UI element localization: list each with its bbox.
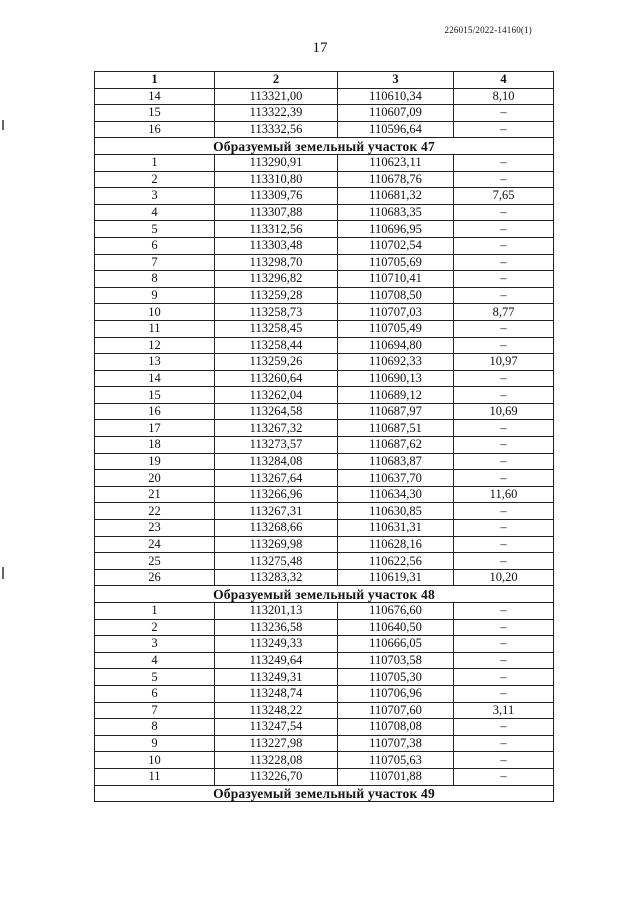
coord-x: 113259,26	[215, 354, 338, 371]
coord-y: 110640,50	[338, 619, 454, 636]
coord-x: 113290,91	[215, 154, 338, 171]
coord-y: 110631,31	[338, 520, 454, 537]
table-row	[95, 636, 554, 653]
segment-length: 8,10	[454, 88, 554, 105]
coord-y: 110701,88	[338, 768, 454, 785]
table-row	[95, 403, 554, 420]
segment-length: –	[454, 387, 554, 404]
point-number: 1	[95, 154, 215, 171]
coord-x: 113273,57	[215, 437, 338, 454]
segment-length: –	[454, 171, 554, 188]
table-row	[95, 188, 554, 205]
table-header-row	[95, 72, 554, 89]
table-row	[95, 204, 554, 221]
segment-length: –	[454, 735, 554, 752]
segment-length: –	[454, 768, 554, 785]
segment-length: –	[454, 254, 554, 271]
coord-y: 110607,09	[338, 105, 454, 122]
coord-y: 110687,97	[338, 403, 454, 420]
point-number: 10	[95, 304, 215, 321]
table-row	[95, 470, 554, 487]
point-number: 18	[95, 437, 215, 454]
coord-x: 113249,33	[215, 636, 338, 653]
table-row	[95, 503, 554, 520]
point-number: 23	[95, 520, 215, 537]
point-number: 6	[95, 237, 215, 254]
segment-length: –	[454, 553, 554, 570]
segment-length: –	[454, 154, 554, 171]
coord-y: 110707,60	[338, 702, 454, 719]
segment-length: –	[454, 271, 554, 288]
point-number: 26	[95, 569, 215, 586]
point-number: 15	[95, 387, 215, 404]
coord-x: 113262,04	[215, 387, 338, 404]
coord-y: 110705,49	[338, 320, 454, 337]
table-row	[95, 420, 554, 437]
point-number: 11	[95, 768, 215, 785]
coord-y: 110630,85	[338, 503, 454, 520]
point-number: 16	[95, 403, 215, 420]
segment-length: –	[454, 453, 554, 470]
table-row	[95, 88, 554, 105]
coord-x: 113227,98	[215, 735, 338, 752]
coord-y: 110705,69	[338, 254, 454, 271]
coord-y: 110628,16	[338, 536, 454, 553]
section-title: Образуемый земельный участок 48	[95, 586, 554, 603]
coord-x: 113266,96	[215, 486, 338, 503]
point-number: 16	[95, 121, 215, 138]
table-row	[95, 237, 554, 254]
point-number: 7	[95, 702, 215, 719]
column-header: 4	[454, 72, 554, 89]
coord-y: 110705,63	[338, 752, 454, 769]
coord-y: 110619,31	[338, 569, 454, 586]
coord-y: 110708,50	[338, 287, 454, 304]
table-row	[95, 702, 554, 719]
table-row	[95, 669, 554, 686]
coord-x: 113268,66	[215, 520, 338, 537]
segment-length: 10,20	[454, 569, 554, 586]
coord-y: 110687,62	[338, 437, 454, 454]
segment-length: –	[454, 752, 554, 769]
coord-x: 113260,64	[215, 370, 338, 387]
coord-y: 110689,12	[338, 387, 454, 404]
coord-x: 113248,22	[215, 702, 338, 719]
table-row	[95, 171, 554, 188]
coord-x: 113201,13	[215, 603, 338, 620]
coord-y: 110610,34	[338, 88, 454, 105]
segment-length: –	[454, 437, 554, 454]
table-row	[95, 221, 554, 238]
coord-x: 113249,64	[215, 652, 338, 669]
point-number: 5	[95, 221, 215, 238]
coord-y: 110690,13	[338, 370, 454, 387]
table-row	[95, 304, 554, 321]
point-number: 4	[95, 652, 215, 669]
table-row	[95, 569, 554, 586]
segment-length: –	[454, 121, 554, 138]
section-title: Образуемый земельный участок 47	[95, 138, 554, 155]
table-row	[95, 619, 554, 636]
point-number: 22	[95, 503, 215, 520]
section-title-row	[95, 785, 554, 802]
coord-x: 113312,56	[215, 221, 338, 238]
point-number: 11	[95, 320, 215, 337]
coord-y: 110666,05	[338, 636, 454, 653]
coord-x: 113267,32	[215, 420, 338, 437]
coord-y: 110696,95	[338, 221, 454, 238]
point-number: 17	[95, 420, 215, 437]
coord-y: 110634,30	[338, 486, 454, 503]
segment-length: –	[454, 669, 554, 686]
coord-x: 113258,73	[215, 304, 338, 321]
scan-margin-mark	[2, 120, 4, 130]
coord-x: 113258,44	[215, 337, 338, 354]
segment-length: –	[454, 719, 554, 736]
column-header: 1	[95, 72, 215, 89]
segment-length: –	[454, 337, 554, 354]
segment-length: 7,65	[454, 188, 554, 205]
coord-x: 113307,88	[215, 204, 338, 221]
coord-x: 113247,54	[215, 719, 338, 736]
coord-x: 113310,80	[215, 171, 338, 188]
coord-y: 110710,41	[338, 271, 454, 288]
table-row	[95, 768, 554, 785]
segment-length: –	[454, 652, 554, 669]
coord-x: 113332,56	[215, 121, 338, 138]
segment-length: –	[454, 320, 554, 337]
coord-x: 113226,70	[215, 768, 338, 785]
coord-x: 113269,98	[215, 536, 338, 553]
coord-x: 113267,64	[215, 470, 338, 487]
segment-length: –	[454, 420, 554, 437]
table-row	[95, 320, 554, 337]
coord-y: 110683,35	[338, 204, 454, 221]
point-number: 5	[95, 669, 215, 686]
point-number: 1	[95, 603, 215, 620]
page-number: 17	[312, 40, 328, 56]
coord-y: 110707,03	[338, 304, 454, 321]
coord-y: 110702,54	[338, 237, 454, 254]
segment-length: 8,77	[454, 304, 554, 321]
coord-x: 113309,76	[215, 188, 338, 205]
coord-x: 113248,74	[215, 685, 338, 702]
coord-x: 113275,48	[215, 553, 338, 570]
point-number: 12	[95, 337, 215, 354]
table-row	[95, 520, 554, 537]
table-row	[95, 105, 554, 122]
point-number: 2	[95, 171, 215, 188]
table-row	[95, 536, 554, 553]
segment-length: –	[454, 105, 554, 122]
coord-y: 110707,38	[338, 735, 454, 752]
table-row	[95, 603, 554, 620]
coord-y: 110622,56	[338, 553, 454, 570]
point-number: 13	[95, 354, 215, 371]
segment-length: –	[454, 685, 554, 702]
segment-length: –	[454, 237, 554, 254]
segment-length: –	[454, 636, 554, 653]
table-row	[95, 685, 554, 702]
section-title: Образуемый земельный участок 49	[95, 785, 554, 802]
coord-y: 110692,33	[338, 354, 454, 371]
coord-y: 110623,11	[338, 154, 454, 171]
coordinates-table	[94, 71, 554, 802]
table-row	[95, 370, 554, 387]
section-title-row	[95, 586, 554, 603]
coord-x: 113264,58	[215, 403, 338, 420]
table-row	[95, 719, 554, 736]
coord-x: 113322,39	[215, 105, 338, 122]
segment-length: –	[454, 536, 554, 553]
column-header: 3	[338, 72, 454, 89]
column-header: 2	[215, 72, 338, 89]
coord-x: 113228,08	[215, 752, 338, 769]
coord-y: 110708,08	[338, 719, 454, 736]
point-number: 14	[95, 88, 215, 105]
point-number: 3	[95, 188, 215, 205]
coord-x: 113321,00	[215, 88, 338, 105]
table-row	[95, 437, 554, 454]
coord-y: 110676,60	[338, 603, 454, 620]
point-number: 25	[95, 553, 215, 570]
table-row	[95, 121, 554, 138]
segment-length: –	[454, 520, 554, 537]
point-number: 2	[95, 619, 215, 636]
point-number: 3	[95, 636, 215, 653]
segment-length: –	[454, 204, 554, 221]
coord-x: 113249,31	[215, 669, 338, 686]
point-number: 7	[95, 254, 215, 271]
point-number: 20	[95, 470, 215, 487]
point-number: 14	[95, 370, 215, 387]
point-number: 9	[95, 735, 215, 752]
point-number: 24	[95, 536, 215, 553]
coord-y: 110703,58	[338, 652, 454, 669]
table-row	[95, 387, 554, 404]
table-row	[95, 287, 554, 304]
segment-length: 10,69	[454, 403, 554, 420]
point-number: 10	[95, 752, 215, 769]
point-number: 4	[95, 204, 215, 221]
table-row	[95, 735, 554, 752]
table-row	[95, 752, 554, 769]
table-row	[95, 652, 554, 669]
coord-y: 110706,96	[338, 685, 454, 702]
point-number: 8	[95, 271, 215, 288]
coord-x: 113267,31	[215, 503, 338, 520]
table-row	[95, 254, 554, 271]
coord-y: 110637,70	[338, 470, 454, 487]
table-row	[95, 486, 554, 503]
table-row	[95, 553, 554, 570]
coord-x: 113259,28	[215, 287, 338, 304]
coord-x: 113283,32	[215, 569, 338, 586]
point-number: 9	[95, 287, 215, 304]
segment-length: –	[454, 287, 554, 304]
point-number: 19	[95, 453, 215, 470]
point-number: 21	[95, 486, 215, 503]
section-title-row	[95, 138, 554, 155]
table-row	[95, 453, 554, 470]
coord-y: 110694,80	[338, 337, 454, 354]
table-row	[95, 154, 554, 171]
segment-length: –	[454, 619, 554, 636]
document-id: 226015/2022-14160(1)	[444, 25, 532, 35]
segment-length: –	[454, 370, 554, 387]
coord-x: 113236,58	[215, 619, 338, 636]
scan-margin-mark	[2, 567, 4, 579]
segment-length: –	[454, 221, 554, 238]
point-number: 8	[95, 719, 215, 736]
segment-length: 3,11	[454, 702, 554, 719]
segment-length: 11,60	[454, 486, 554, 503]
coord-y: 110681,32	[338, 188, 454, 205]
table-row	[95, 354, 554, 371]
point-number: 6	[95, 685, 215, 702]
coord-y: 110687,51	[338, 420, 454, 437]
coord-y: 110678,76	[338, 171, 454, 188]
table-row	[95, 271, 554, 288]
coord-y: 110596,64	[338, 121, 454, 138]
coord-y: 110683,87	[338, 453, 454, 470]
coord-x: 113298,70	[215, 254, 338, 271]
coord-x: 113284,08	[215, 453, 338, 470]
point-number: 15	[95, 105, 215, 122]
coord-x: 113296,82	[215, 271, 338, 288]
coord-x: 113258,45	[215, 320, 338, 337]
coord-y: 110705,30	[338, 669, 454, 686]
segment-length: 10,97	[454, 354, 554, 371]
segment-length: –	[454, 470, 554, 487]
table-row	[95, 337, 554, 354]
segment-length: –	[454, 603, 554, 620]
segment-length: –	[454, 503, 554, 520]
table-body	[95, 88, 554, 802]
coord-x: 113303,48	[215, 237, 338, 254]
